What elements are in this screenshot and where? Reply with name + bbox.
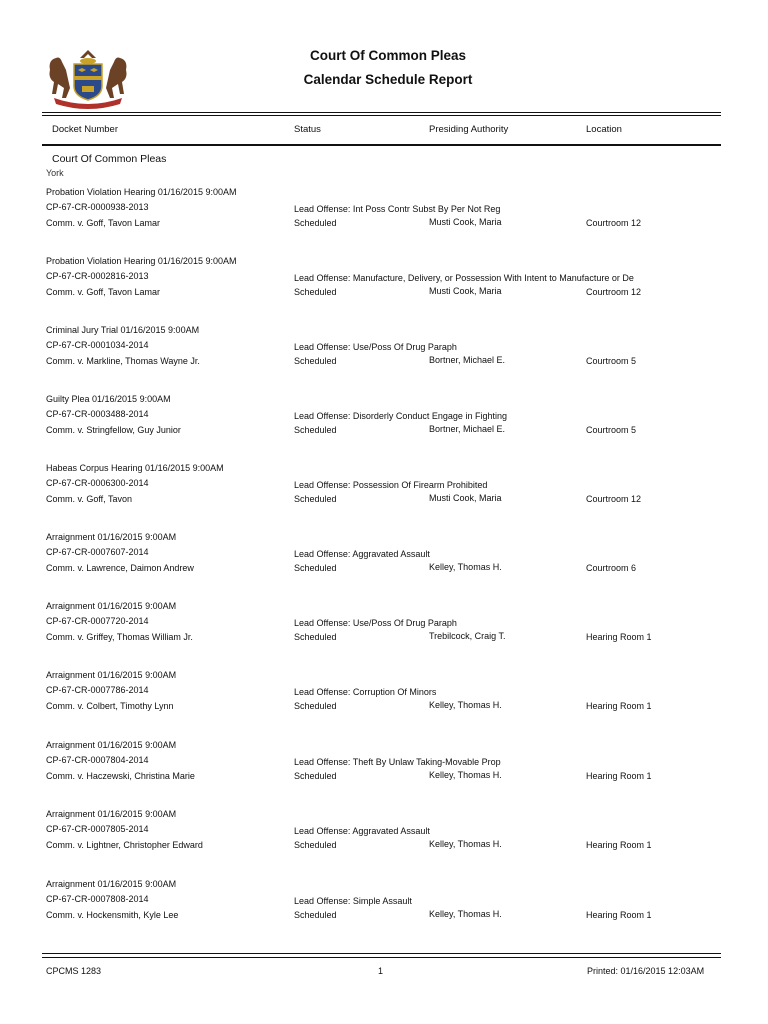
entry-lead-offense: Lead Offense: Possession Of Firearm Prohibited [294, 480, 488, 490]
footer-rule-bottom [42, 957, 721, 958]
report-subtitle: Calendar Schedule Report [303, 72, 473, 87]
entry-event: Probation Violation Hearing 01/16/2015 9:00AM [46, 187, 237, 197]
entry-presiding-authority: Kelley, Thomas H. [429, 839, 502, 849]
entry-location: Hearing Room 1 [586, 910, 652, 920]
entry-location: Courtroom 5 [586, 425, 637, 435]
entry-event: Arraignment 01/16/2015 9:00AM [46, 879, 177, 889]
entry-docket-number: CP-67-CR-0007808-2014 [46, 894, 149, 904]
header-rule-top [42, 112, 721, 113]
column-header-docket: Docket Number [52, 124, 118, 135]
column-header-authority: Presiding Authority [429, 124, 509, 135]
entry-location: Courtroom 12 [586, 287, 642, 297]
entry-status: Scheduled [294, 701, 337, 711]
entry-caption: Comm. v. Goff, Tavon [46, 494, 133, 504]
column-header-status: Status [294, 124, 321, 135]
entry-caption: Comm. v. Stringfellow, Guy Junior [46, 425, 181, 435]
entry-docket-number: CP-67-CR-0007607-2014 [46, 547, 149, 557]
entry-event: Arraignment 01/16/2015 9:00AM [46, 809, 177, 819]
calendar-entry [0, 879, 768, 939]
entry-status: Scheduled [294, 287, 337, 297]
entry-docket-number: CP-67-CR-0001034-2014 [46, 340, 149, 350]
entry-location: Hearing Room 1 [586, 701, 652, 711]
entry-event: Arraignment 01/16/2015 9:00AM [46, 740, 177, 750]
entry-location: Courtroom 6 [586, 563, 637, 573]
report-title: Court Of Common Pleas [309, 48, 466, 63]
entry-docket-number: CP-67-CR-0007804-2014 [46, 755, 149, 765]
entry-status: Scheduled [294, 218, 337, 228]
calendar-entry [0, 325, 768, 385]
entry-docket-number: CP-67-CR-0003488-2014 [46, 409, 149, 419]
header-rule-top-2 [42, 115, 721, 116]
column-header-location: Location [586, 124, 622, 135]
entry-presiding-authority: Kelley, Thomas H. [429, 770, 502, 780]
entry-event: Probation Violation Hearing 01/16/2015 9:00AM [46, 256, 237, 266]
entry-presiding-authority: Musti Cook, Maria [429, 286, 502, 296]
entry-caption: Comm. v. Griffey, Thomas William Jr. [46, 632, 193, 642]
entry-status: Scheduled [294, 563, 337, 573]
entry-lead-offense: Lead Offense: Manufacture, Delivery, or Possession With Intent to Manufacture or De [294, 273, 634, 283]
entry-docket-number: CP-67-CR-0007786-2014 [46, 685, 149, 695]
footer-printed-timestamp: Printed: 01/16/2015 12:03AM [587, 966, 705, 976]
entry-event: Arraignment 01/16/2015 9:00AM [46, 601, 177, 611]
entry-event: Arraignment 01/16/2015 9:00AM [46, 670, 177, 680]
entry-caption: Comm. v. Lawrence, Daimon Andrew [46, 563, 194, 573]
calendar-entry [0, 601, 768, 661]
entry-location: Courtroom 12 [586, 218, 642, 228]
calendar-entry [0, 670, 768, 730]
entry-status: Scheduled [294, 356, 337, 366]
footer-rule-top [42, 953, 721, 954]
entry-presiding-authority: Trebilcock, Craig T. [429, 631, 506, 641]
section-county: York [46, 168, 64, 178]
entry-docket-number: CP-67-CR-0002816-2013 [46, 271, 149, 281]
entry-presiding-authority: Kelley, Thomas H. [429, 700, 502, 710]
entry-lead-offense: Lead Offense: Disorderly Conduct Engage in Fighting [294, 411, 507, 421]
entry-caption: Comm. v. Lightner, Christopher Edward [46, 840, 203, 850]
entry-location: Hearing Room 1 [586, 840, 652, 850]
entry-event: Guilty Plea 01/16/2015 9:00AM [46, 394, 171, 404]
entry-status: Scheduled [294, 494, 337, 504]
entry-status: Scheduled [294, 840, 337, 850]
entry-event: Habeas Corpus Hearing 01/16/2015 9:00AM [46, 463, 224, 473]
entry-lead-offense: Lead Offense: Simple Assault [294, 896, 412, 906]
footer-form-id: CPCMS 1283 [46, 966, 102, 976]
calendar-entry [0, 740, 768, 800]
entry-caption: Comm. v. Goff, Tavon Lamar [46, 218, 161, 228]
calendar-entry [0, 463, 768, 523]
calendar-entry [0, 256, 768, 316]
entry-presiding-authority: Kelley, Thomas H. [429, 562, 502, 572]
entry-status: Scheduled [294, 910, 337, 920]
section-court-name: Court Of Common Pleas [52, 153, 167, 165]
entry-caption: Comm. v. Haczewski, Christina Marie [46, 771, 195, 781]
calendar-entry [0, 394, 768, 454]
entry-caption: Comm. v. Colbert, Timothy Lynn [46, 701, 174, 711]
entry-location: Hearing Room 1 [586, 632, 652, 642]
entry-presiding-authority: Kelley, Thomas H. [429, 909, 502, 919]
entry-status: Scheduled [294, 771, 337, 781]
entry-lead-offense: Lead Offense: Theft By Unlaw Taking-Movable Prop [294, 757, 501, 767]
header-rule-bottom [42, 144, 721, 146]
entry-lead-offense: Lead Offense: Use/Poss Of Drug Paraph [294, 618, 457, 628]
entry-lead-offense: Lead Offense: Aggravated Assault [294, 549, 430, 559]
entry-presiding-authority: Bortner, Michael E. [429, 424, 506, 434]
calendar-entry [0, 809, 768, 869]
entry-status: Scheduled [294, 425, 337, 435]
entry-status: Scheduled [294, 632, 337, 642]
entry-lead-offense: Lead Offense: Corruption Of Minors [294, 687, 437, 697]
footer-page-number: 1 [378, 966, 384, 976]
entry-presiding-authority: Musti Cook, Maria [429, 493, 502, 503]
calendar-entry [0, 532, 768, 592]
entry-lead-offense: Lead Offense: Int Poss Contr Subst By Per Not Reg [294, 204, 501, 214]
entry-lead-offense: Lead Offense: Aggravated Assault [294, 826, 430, 836]
entry-location: Hearing Room 1 [586, 771, 652, 781]
entry-lead-offense: Lead Offense: Use/Poss Of Drug Paraph [294, 342, 457, 352]
calendar-entry [0, 187, 768, 247]
entry-caption: Comm. v. Hockensmith, Kyle Lee [46, 910, 179, 920]
entry-docket-number: CP-67-CR-0007805-2014 [46, 824, 149, 834]
entry-caption: Comm. v. Goff, Tavon Lamar [46, 287, 161, 297]
entry-docket-number: CP-67-CR-0007720-2014 [46, 616, 149, 626]
entry-presiding-authority: Bortner, Michael E. [429, 355, 506, 365]
entry-docket-number: CP-67-CR-0000938-2013 [46, 202, 149, 212]
entry-location: Courtroom 5 [586, 356, 637, 366]
entry-docket-number: CP-67-CR-0006300-2014 [46, 478, 149, 488]
entry-event: Criminal Jury Trial 01/16/2015 9:00AM [46, 325, 200, 335]
entry-presiding-authority: Musti Cook, Maria [429, 217, 502, 227]
entry-caption: Comm. v. Markline, Thomas Wayne Jr. [46, 356, 200, 366]
entry-location: Courtroom 12 [586, 494, 642, 504]
entry-event: Arraignment 01/16/2015 9:00AM [46, 532, 177, 542]
